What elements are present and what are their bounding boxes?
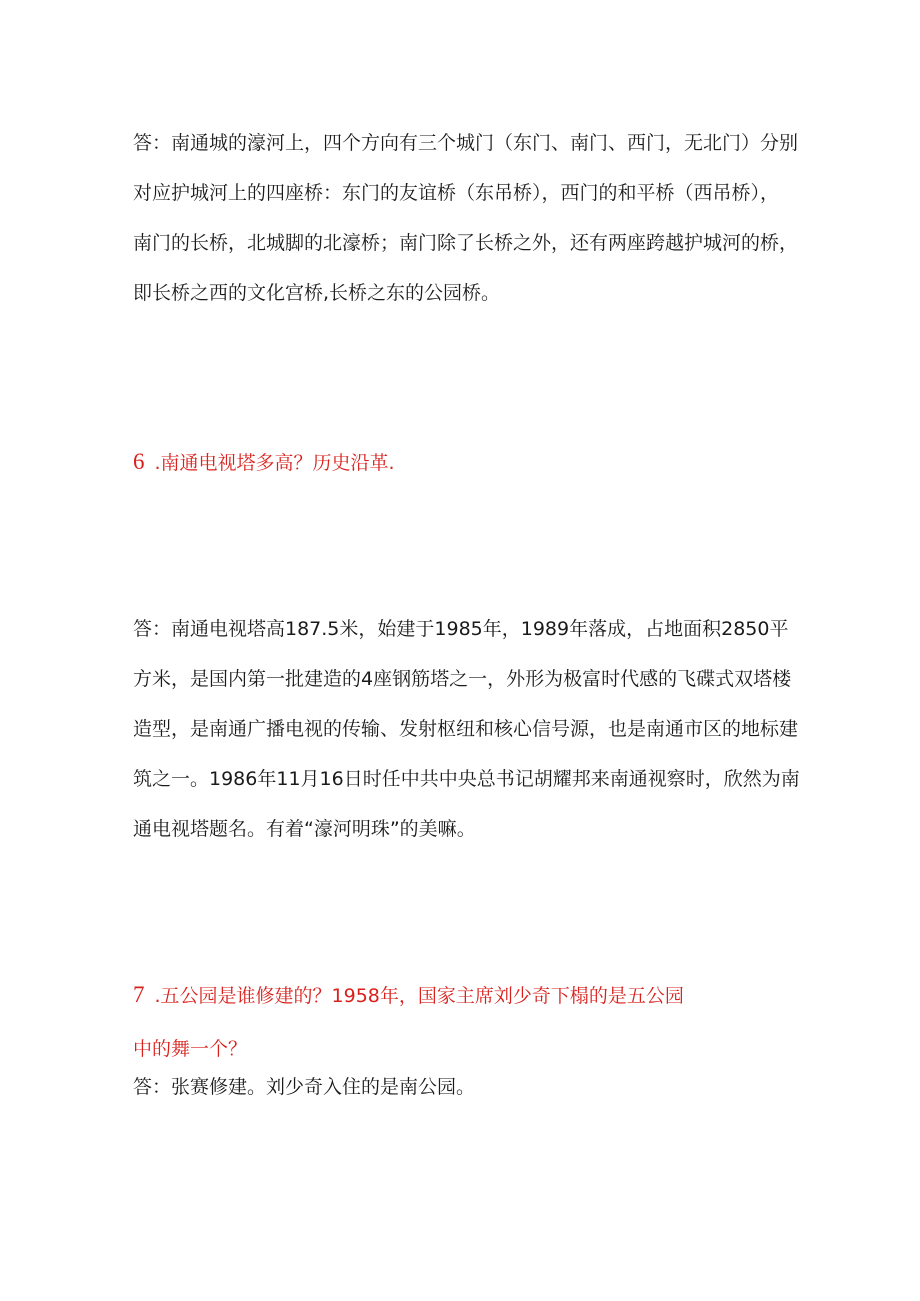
answer-5-paragraph — [133, 118, 799, 318]
answer-6-line-1: 答：南通电视塔高187.5米，始建于1985年，1989年落成，占地面积2850平 — [133, 618, 789, 640]
answer-5-line-3: 南门的长桥，北城脚的北濠桥；南门除了长桥之外，还有两座跨越护城河的桥， — [133, 232, 799, 254]
answer-6-line-4: 筑之一。1986年11月16日时任中共中央总书记胡耀邦来南通视察时，欣然为南 — [133, 768, 800, 790]
answer-6-line-3: 造型，是南通广播电视的传输、发射枢纽和核心信号源，也是南通市区的地标建 — [133, 718, 799, 740]
question-6-heading — [133, 447, 793, 478]
answer-5-line-4: 即长桥之西的文化宫桥,长桥之东的公园桥。 — [133, 282, 501, 304]
question-7-text-line-1: .五公园是谁修建的？1958年，国家主席刘少奇下榻的是五公园 — [154, 985, 684, 1007]
question-6-text: .南通电视塔多高？历史沿革. — [154, 452, 395, 474]
question-7-text-line-2: 中的舞一个？ — [133, 1038, 248, 1060]
answer-7-line-1: 答：张赛修建。刘少奇入住的是南公园。 — [133, 1076, 476, 1098]
answer-6-paragraph — [133, 604, 800, 854]
answer-7-paragraph — [133, 1072, 793, 1102]
answer-5-line-1: 答：南通城的濠河上，四个方向有三个城门（东门、南门、西门，无北门）分别 — [133, 132, 799, 154]
answer-6-line-2: 方米，是国内第一批建造的4座钢筋塔之一，外形为极富时代感的飞碟式双塔楼 — [133, 668, 792, 690]
answer-6-line-5: 通电视塔题名。有着“濠河明珠”的美嘛。 — [133, 818, 476, 840]
question-7-heading — [133, 980, 793, 1064]
question-6-number: 6 — [133, 449, 145, 474]
question-7-number: 7 — [133, 982, 145, 1007]
answer-5-line-2: 对应护城河上的四座桥：东门的友谊桥（东吊桥），西门的和平桥（西吊桥）， — [133, 182, 780, 204]
